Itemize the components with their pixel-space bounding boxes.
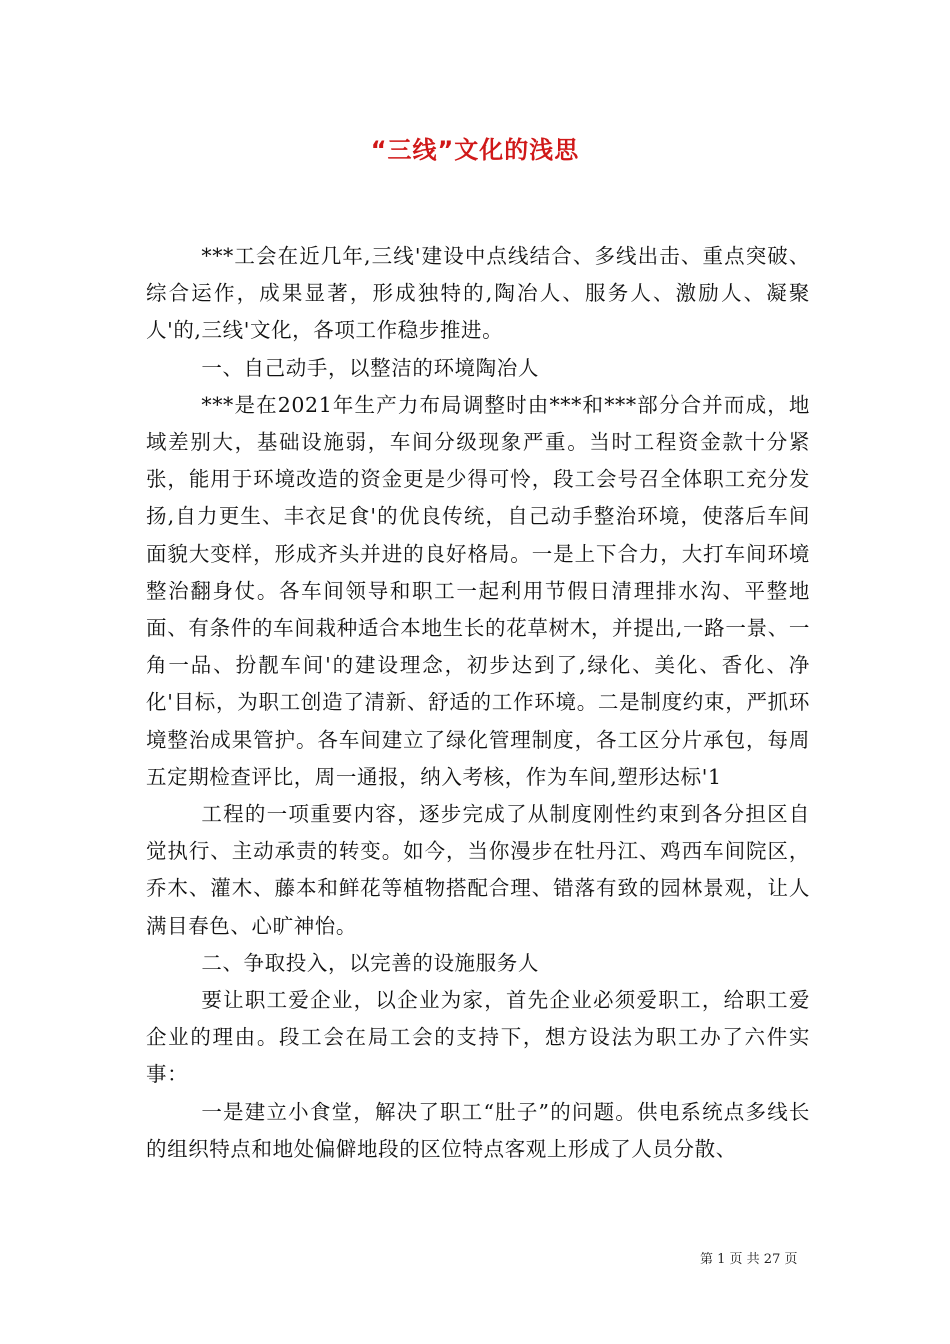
paragraph-section-1-cont: 工程的一项重要内容，逐步完成了从制度刚性约束到各分担区自觉执行、主动承责的转变。如今，当你漫步在牡丹江、鸡西车间院区，乔木、灌木、藤本和鲜花等植物搭配合理、错落有致的园林景观，让人满目春色、心旷神怡。 <box>146 802 810 938</box>
section-heading-1: 一、自己动手，以整洁的环境陶冶人 <box>201 355 539 380</box>
page-number-footer: 第 1 页 共 27 页 <box>700 1252 798 1267</box>
paragraph-section-1: ***是在2021年生产力布局调整时由***和***部分合并而成，地域差别大，基础设施弱，车间分级现象严重。当时工程资金款十分紧张，能用于环境改造的资金更是少得可怜，段工会号召全体职工充分发扬,自力更生、丰衣足食'的优良传统，自己动手整治环境，使落后车间面貌大变样，形成齐头并进的良好格局。一是上下合力，大打车间环境整治翻身仗。各车间领导和职工一起利用节假日清理排水沟、平整地面、有条件的车间栽种适合本地生长的花草树木，并提出,一路一景、一角一品、扮靓车间'的建设理念，初步达到了,绿化、美化、香化、净化'目标，为职工创造了清新、舒适的工作环境。二是制度约束，严抓环境整治成果管护。各车间建立了绿化管理制度，各工区分片承包，每周五定期检查评比，周一通报，纳入考核，作为车间,塑形达标'1 <box>146 392 810 789</box>
document-body <box>146 238 810 1168</box>
paragraph-intro: ***工会在近几年,三线'建设中点线结合、多线出击、重点突破、综合运作，成果显著，形成独特的,陶冶人、服务人、激励人、凝聚人'的,三线'文化，各项工作稳步推进。 <box>146 244 810 343</box>
document-title: “三线”文化的浅思 <box>370 136 580 164</box>
paragraph-section-2-item-1: 一是建立小食堂，解决了职工“肚子”的问题。供电系统点多线长的组织特点和地处偏僻地段的区位特点客观上形成了人员分散、 <box>146 1099 810 1161</box>
paragraph-section-2: 要让职工爱企业，以企业为家，首先企业必须爱职工，给职工爱企业的理由。段工会在局工会的支持下，想方设法为职工办了六件实事： <box>146 988 810 1087</box>
section-heading-2: 二、争取投入，以完善的设施服务人 <box>201 950 539 975</box>
